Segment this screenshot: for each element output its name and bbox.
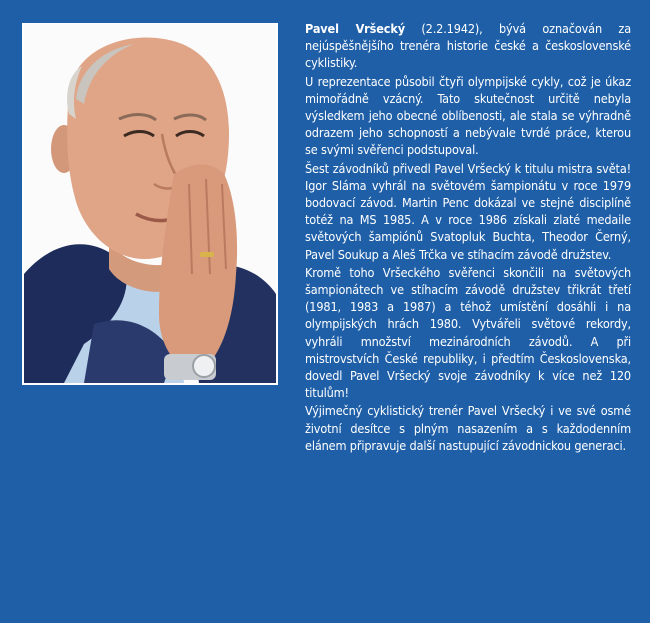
- bio-paragraph: U reprezentace působil čtyři olympijské cykly, což je úkaz mimořádně vzácný. Tato skutečnost určitě nebyla výsledkem jeho obecné oblíbenosti, ale stala se výhradně odrazem jeho schopností a nebývale tvrdé práce, kterou se svými svěřenci podstupoval.: [305, 73, 631, 158]
- person-name: Pavel Vršecký: [305, 21, 405, 36]
- portrait-frame: [22, 23, 278, 385]
- bio-intro-text: (2.2.1942), bývá označován za nejúspěšnějšího trenéra historie české a československé cyklistiky.: [305, 21, 632, 71]
- bio-paragraph: Kromě toho Vršeckého svěřenci skončili na světových šampionátech ve stíhacím závodě družstev třikrát třetí (1981, 1983 a 1987) a téhož umístění dosáhli i na olympijských hrách 1980. Vytvářeli světové rekordy, vyhráli množství mezinárodních závodů. A při mistrovstvích České republiky, i předtím Československa, dovedl Pavel Vršecký svoje závodníky k více než 120 titulům!: [305, 264, 631, 401]
- bio-paragraph: Výjimečný cyklistický trenér Pavel Vršecký i ve své osmé životní desítce s plným nasazením a s každodenním elánem připravuje další nastupující závodnickou generaci.: [305, 403, 631, 453]
- biography-text: [305, 20, 631, 455]
- portrait-photo: [24, 24, 276, 383]
- bio-intro: [305, 20, 631, 72]
- bio-paragraph: Šest závodníků přivedl Pavel Vršecký k titulu mistra světa! Igor Sláma vyhrál na světovém šampionátu v roce 1979 bodovací závod. Martin Penc dokázal ve stejné disciplíně totéž na MS 1985. A v roce 1986 získali zlaté medaile světových šampiónů Svatopluk Buchta, Theodor Černý, Pavel Soukup a Aleš Trčka ve stíhacím závodě družstev.: [305, 160, 631, 262]
- portrait-illustration: [24, 24, 276, 383]
